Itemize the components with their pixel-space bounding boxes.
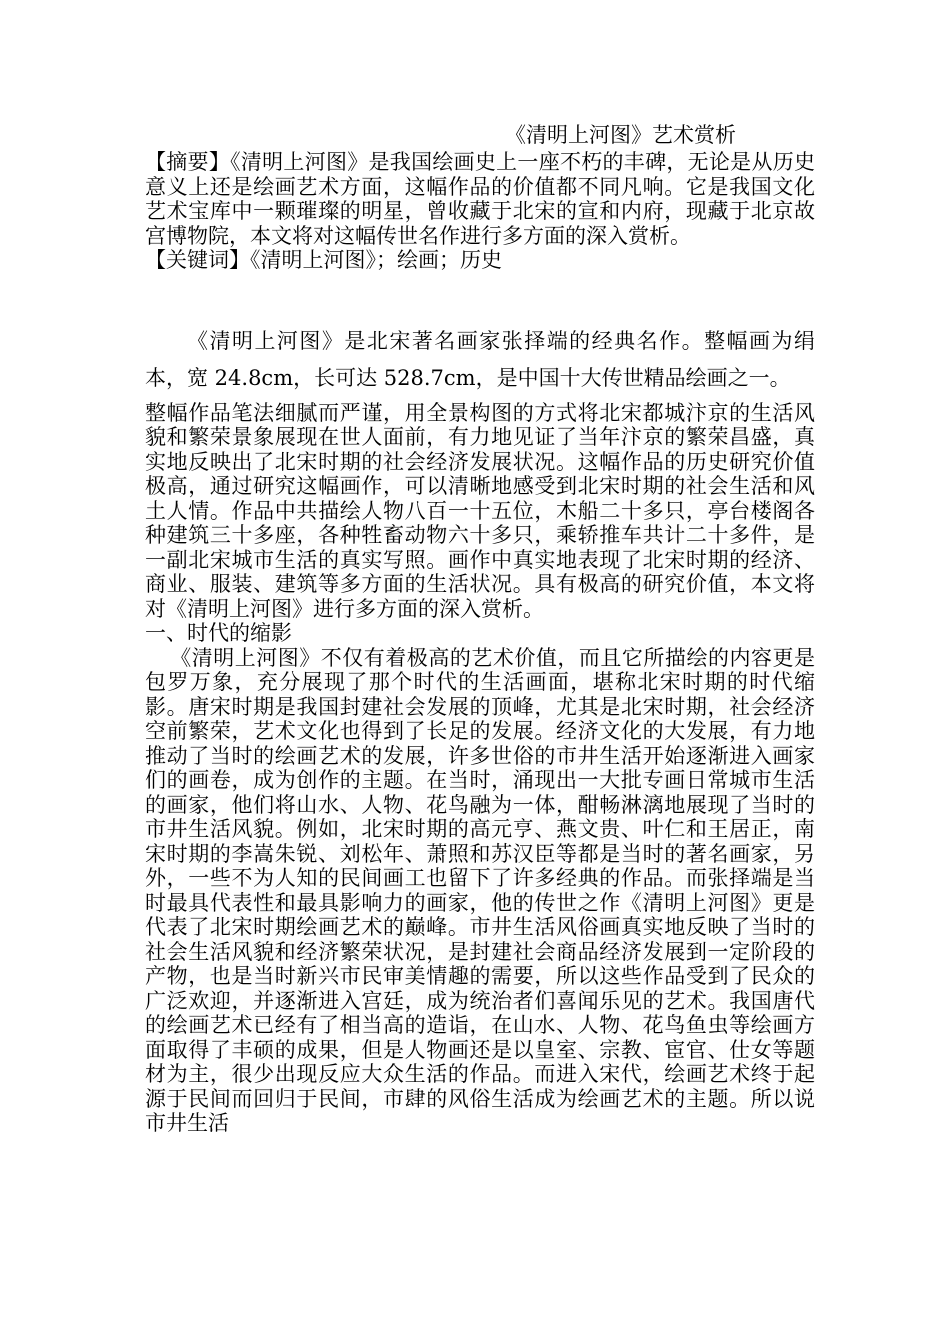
document-title: 《清明上河图》艺术赏析	[505, 123, 736, 147]
document-page	[145, 120, 815, 1136]
keywords-line: 【关键词】《清明上河图》；绘画；历史	[145, 248, 502, 272]
section-paragraph: 《清明上河图》不仅有着极高的艺术价值，而且它所描绘的内容更是包罗万象，充分展现了那个时代的生活画面，堪称北宋时期的时代缩影。唐宋时期是我国封建社会发展的顶峰，尤其是北宋时期，社会经济空前繁荣，艺术文化也得到了长足的发展。经济文化的大发展，有力地推动了当时的绘画艺术的发展，许多世俗的市井生活开始逐渐进入画家们的画卷，成为创作的主题。在当时，涌现出一大批专画日常城市生活的画家，他们将山水、人物、花鸟融为一体，酣畅淋漓地展现了当时的市井生活风貌。例如，北宋时期的高元亨、燕文贵、叶仁和王居正，南宋时期的李嵩朱锐、刘松年、萧照和苏汉臣等都是当时的著名画家，另外，一些不为人知的民间画工也留下了许多经典的作品。而张择端是当时最具代表性和最具影响力的画家，他的传世之作《清明上河图》更是代表了北宋时期绘画艺术的巅峰。市井生活风俗画真实地反映了当时的社会生活风貌和经济繁荣状况，是封建社会商品经济发展到一定阶段的产物，也是当时新兴市民审美情趣的需要，所以这些作品受到了民众的广泛欢迎，并逐渐进入宫廷，成为统治者们喜闻乐见的艺术。我国唐代的绘画艺术已经有了相当高的造诣，在山水、人物、花鸟鱼虫等绘画方面取得了丰硕的成果，但是人物画还是以皇室、宗教、宦官、仕女等题材为主，很少出现反应大众生活的作品。而进入宋代，绘画艺术终于起源于民间而回归于民间，市肆的风俗生活成为绘画艺术的主题。所以说市井生活	[145, 645, 815, 1135]
intro-paragraph: 《清明上河图》是北宋著名画家张择端的经典名作。整幅画为绢本，宽 24.8cm，长可达 528.7cm，是中国十大传世精品绘画之一。	[145, 328, 815, 390]
section-heading: 一、时代的缩影	[145, 621, 292, 645]
body-paragraph: 整幅作品笔法细腻而严谨，用全景构图的方式将北宋都城汴京的生活风貌和繁荣景象展现在世人面前，有力地见证了当年汴京的繁荣昌盛，真实地反映出了北宋时期的社会经济发展状况。这幅作品的历史研究价值极高，通过研究这幅画作，可以清晰地感受到北宋时期的社会生活和风土人情。作品中共描绘人物八百一十五位，木船二十多只，亭台楼阁各种建筑三十多座，各种牲畜动物六十多只，乘轿推车共计二十多件，是一副北宋城市生活的真实写照。画作中真实地表现了北宋时期的经济、商业、服装、建筑等多方面的生活状况。具有极高的研究价值，本文将对《清明上河图》进行多方面的深入赏析。	[145, 400, 815, 621]
abstract-paragraph: 【摘要】《清明上河图》是我国绘画史上一座不朽的丰碑，无论是从历史意义上还是绘画艺术方面，这幅作品的价值都不同凡响。它是我国文化艺术宝库中一颗璀璨的明星，曾收藏于北宋的宣和内府，现藏于北京故宫博物院，本文将对这幅传世名作进行多方面的深入赏析。	[145, 150, 815, 248]
